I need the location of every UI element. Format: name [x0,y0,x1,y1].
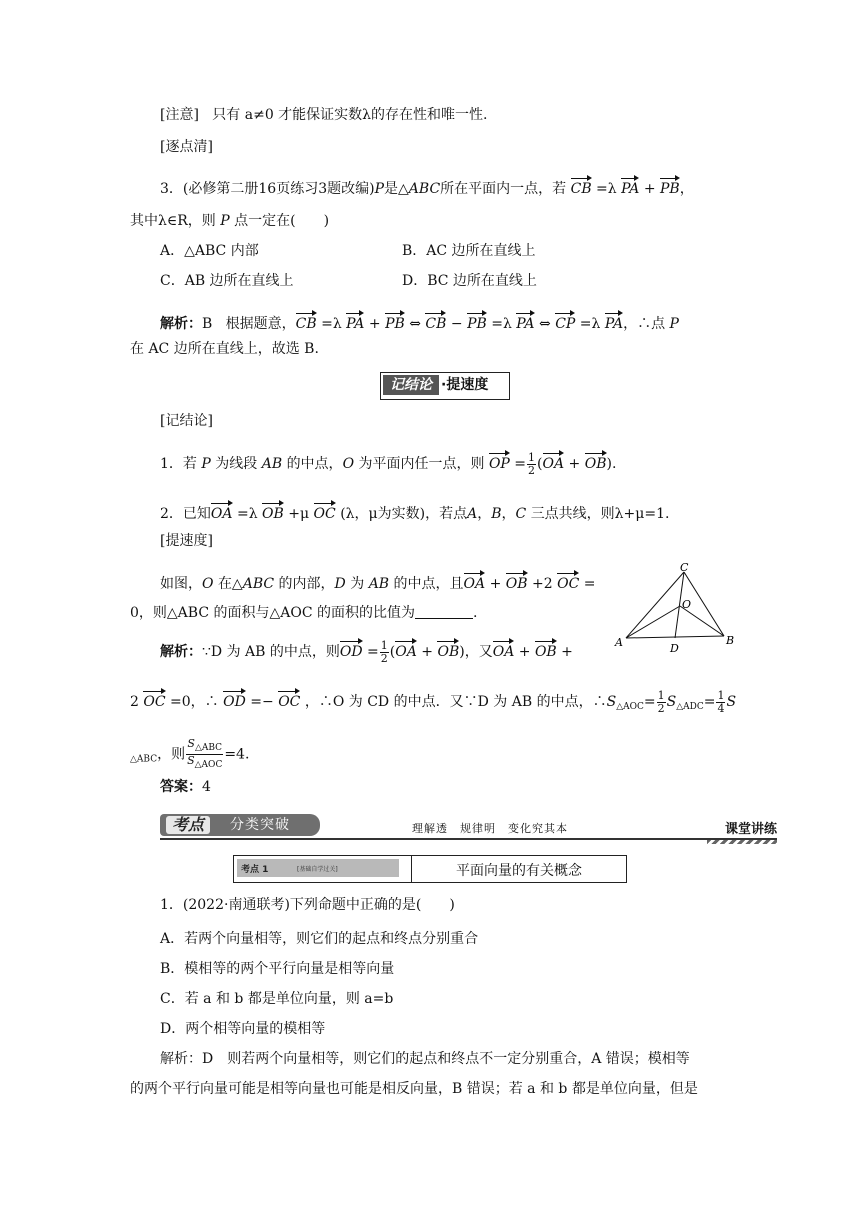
example-solution-3: $_{\triangle ABC}$，则 $\frac{S_{\triangle ABC}}{S_{\triangle AOC}}$ =4. [130,737,250,770]
kaodian-header [160,814,777,836]
kaodian-motto: 理解透 规律明 变化究其本 [412,822,568,835]
triangle-figure [612,560,742,656]
p1-stem: 1．(2022·南通联考)下列命题中正确的是( ) [160,897,455,913]
section-tisudu: [提速度] [160,533,213,549]
note-text: 只有 a≠0 才能保证实数λ的存在性和唯一性. [212,107,488,123]
p1-option-c: C．若 a 和 b 都是单位向量，则 a=b [160,991,394,1007]
conclusion-2: 2．已知OA =λ OB +μ OC (λ，μ为实数)，若点A，B，C 三点共线，则λ+μ=1. [160,500,669,523]
label-a: A [615,636,623,649]
label-d: D [670,642,679,655]
q3-stem2: 其中λ∈R，则 P 点一定在( ) [130,213,330,229]
example-line1: 如图，O 在△ABC 的内部，D 为 AB 的中点，且OA + OB +2 OC = [160,570,595,593]
label-b: B [726,634,735,647]
q3-option-a: A．△ABC 内部 [160,243,259,259]
q3-solution: 解析：B 根据题意，CB =λ PA + PB ⇔ CB − PB =λ PA ⇔ CP =λ PA，∴点 P [160,310,679,333]
example-solution-1: 解析：∵D 为 AB 的中点，则OD = $\frac{1}{2}$ (OA + OB)，又OA + OB + [160,638,573,665]
kaodian-right-label: 课堂讲练 [724,822,777,837]
segment-ao [626,606,680,638]
topic-box [233,855,627,883]
section-jijielun: [记结论] [160,413,213,429]
kaodian-rule [160,838,777,840]
example-line2: 0，则△ABC 的面积与△AOC 的面积的比值为 . [130,605,478,621]
label-c: C [680,561,689,574]
topic-title: 平面向量的有关概念 [456,863,582,879]
q3-option-c: C．AB 边所在直线上 [160,273,294,289]
topic-tag: 考点 1 [基础自学过关] [237,859,399,877]
p1-option-b: B．模相等的两个平行向量是相等向量 [160,961,395,977]
note-tag: [注意] [160,107,199,123]
section-banner: 记结论 ·提速度 [380,372,510,400]
conclusion-1: 1．若 P 为线段 AB 的中点，O 为平面内任一点，则 OP = $\frac{1}{2}$ (OA + OB). [160,450,617,477]
answer-blank [415,606,473,619]
example-solution-2: 2 OC =0，∴ OD =− OC ，∴O 为 CD 的中点．又∵D 为 AB 的中点，$\therefore S_{\triangle AOC}=$ $\frac{1}{2}$ $S_{\triangle ADC}=$ $\frac{1}{4}$ S [130,688,737,715]
p1-solution-2: 的两个平行向量可能是相等向量也可能是相反向量，B 错误；若 a 和 b 都是单位向量，但是 [130,1081,698,1097]
q3-option-d: D．BC 边所在直线上 [402,273,537,289]
section-zhudian: [逐点清] [160,139,213,155]
example-answer: 答案：4 [160,779,211,795]
q3-stem: 3．(必修第二册16页练习3题改编)P是△ABC所在平面内一点，若 CB =λ PA + PB， [160,175,694,198]
p1-option-a: A．若两个向量相等，则它们的起点和终点分别重合 [160,931,479,947]
p1-solution-1: 解析：D 则若两个向量相等，则它们的起点和终点不一定分别重合，A 错误；模相等 [160,1051,690,1067]
edge-ac [626,572,684,638]
kaodian-hatch [707,840,777,844]
note-line [160,106,488,124]
q3-solution-line2: 在 AC 边所在直线上，故选 B. [130,341,319,357]
p1-option-d: D．两个相等向量的模相等 [160,1021,326,1037]
label-o: O [682,598,692,611]
kaodian-tag: 考点 分类突破 [160,814,320,836]
q3-option-b: B．AC 边所在直线上 [402,243,536,259]
